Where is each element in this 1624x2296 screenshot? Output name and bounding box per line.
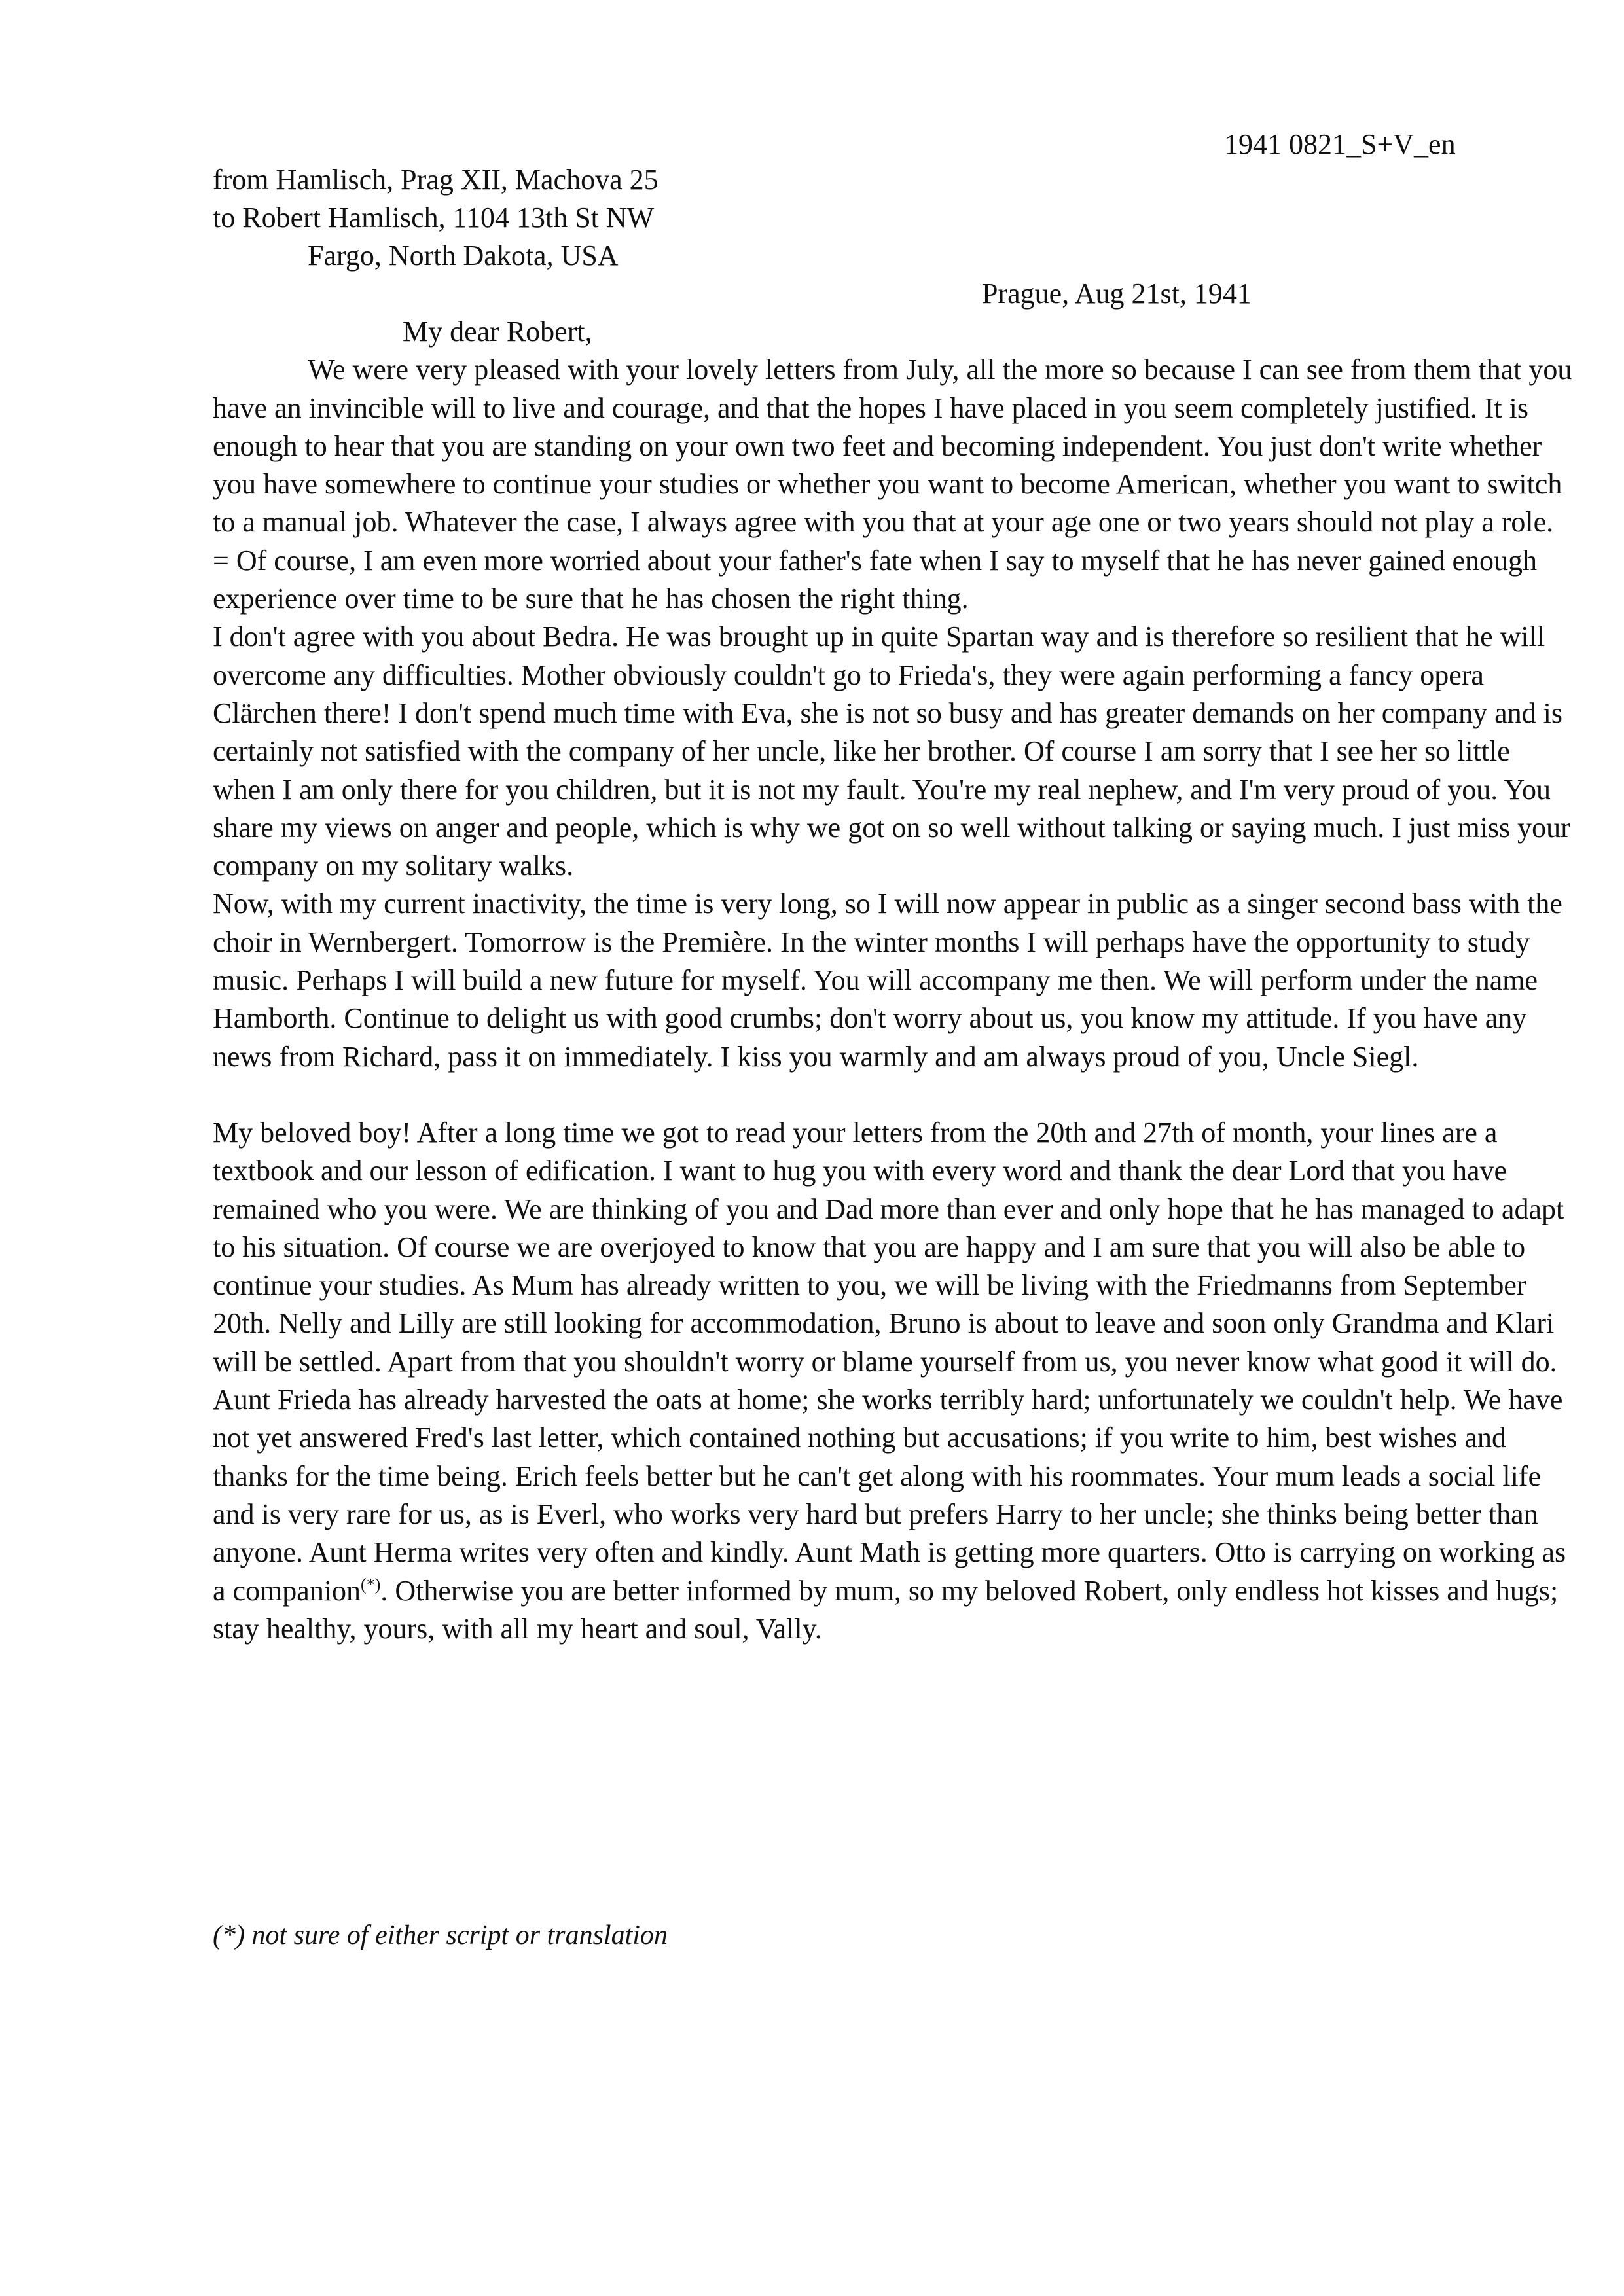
vally-paragraph-2-text: Aunt Frieda has already harvested the oats at home; she works terribly hard; unfortunately we couldn't help. We have not yet answered Fred's last letter, which contained nothing but accusations; if you write to him, best wishes and thanks for the time being. Erich feels better but he can't get along with his roommates. Your mum leads a social life and is very rare for us, as is Everl, who works very hard but prefers Harry to her uncle; she thinks being better than anyone. Aunt Herma writes very often and kindly. Aunt Math is getting more quarters. Otto is carrying on working as a companion xyxy=(213,1384,1566,1607)
siegl-paragraph-1: We were very pleased with your lovely letters from July, all the more so because I can see from them that you have an invincible will to live and courage, and that the hopes I have placed in you seem completely justified. It is enough to hear that you are standing on your own two feet and becoming independent. You just don't write whether you have somewhere to continue your studies or whether you want to become American, whether you want to switch to a manual job. Whatever the case, I always agree with you that at your age one or two years should not play a role. xyxy=(213,353,1572,539)
recipient-city-line: Fargo, North Dakota, USA xyxy=(308,240,619,272)
section-gap xyxy=(213,1076,1574,1114)
letter-body xyxy=(213,313,1574,1648)
footnote-marker: (*) xyxy=(361,1574,381,1594)
vally-paragraph-2 xyxy=(213,1381,1574,1648)
siegl-paragraph-4: Now, with my current inactivity, the time is very long, so I will now appear in public as a singer second bass with the choir in Wernbergert. Tomorrow is the Première. In the winter months I will perhaps have the opportunity to study music. Perhaps I will build a new future for myself. You will accompany me then. We will perform under the name Hamborth. Continue to delight us with good crumbs; don't worry about us, you know my attitude. If you have any news from Richard, pass it on immediately. I kiss you warmly and am always proud of you, Uncle Siegl. xyxy=(213,888,1562,1073)
address-block xyxy=(213,161,659,275)
letter-date: Prague, Aug 21st, 1941 xyxy=(982,278,1252,310)
document-id: 1941 0821_S+V_en xyxy=(1224,128,1456,160)
sender-line: from Hamlisch, Prag XII, Machova 25 xyxy=(213,164,659,196)
vally-paragraph-2-closing: . Otherwise you are better informed by mum, so my beloved Robert, only endless hot kisses and hugs; stay healthy, yours, with all my heart and soul, Vally. xyxy=(213,1574,1559,1645)
footnote: (*) not sure of either script or translation xyxy=(213,1920,668,1950)
recipient-line: to Robert Hamlisch, 1104 13th St NW xyxy=(213,202,655,234)
salutation: My dear Robert, xyxy=(403,315,592,348)
siegl-paragraph-3: I don't agree with you about Bedra. He was brought up in quite Spartan way and is therefore so resilient that he will overcome any difficulties. Mother obviously couldn't go to Frieda's, they were again performing a fancy opera Clärchen there! I don't spend much time with Eva, she is not so busy and has greater demands on her company and is certainly not satisfied with the company of her uncle, like her brother. Of course I am sorry that I see her so little when I am only there for you children, but it is not my fault. You're my real nephew, and I'm very proud of you. You share my views on anger and people, which is why we got on so well without talking or saying much. I just miss your company on my solitary walks. xyxy=(213,620,1570,882)
vally-paragraph-1: My beloved boy! After a long time we got to read your letters from the 20th and 27th of month, your lines are a textbook and our lesson of edification. I want to hug you with every word and thank the dear Lord that you have remained who you were. We are thinking of you and Dad more than ever and only hope that he has managed to adapt to his situation. Of course we are overjoyed to know that you are happy and I am sure that you will also be able to continue your studies. As Mum has already written to you, we will be living with the Friedmanns from September 20th. Nelly and Lilly are still looking for accommodation, Bruno is about to leave and soon only Grandma and Klari will be settled. Apart from that you shouldn't worry or blame yourself from us, you never know what good it will do. xyxy=(213,1116,1564,1378)
siegl-paragraph-2: = Of course, I am even more worried about your father's fate when I say to myself that he has never gained enough experience over time to be sure that he has chosen the right thing. xyxy=(213,544,1538,615)
